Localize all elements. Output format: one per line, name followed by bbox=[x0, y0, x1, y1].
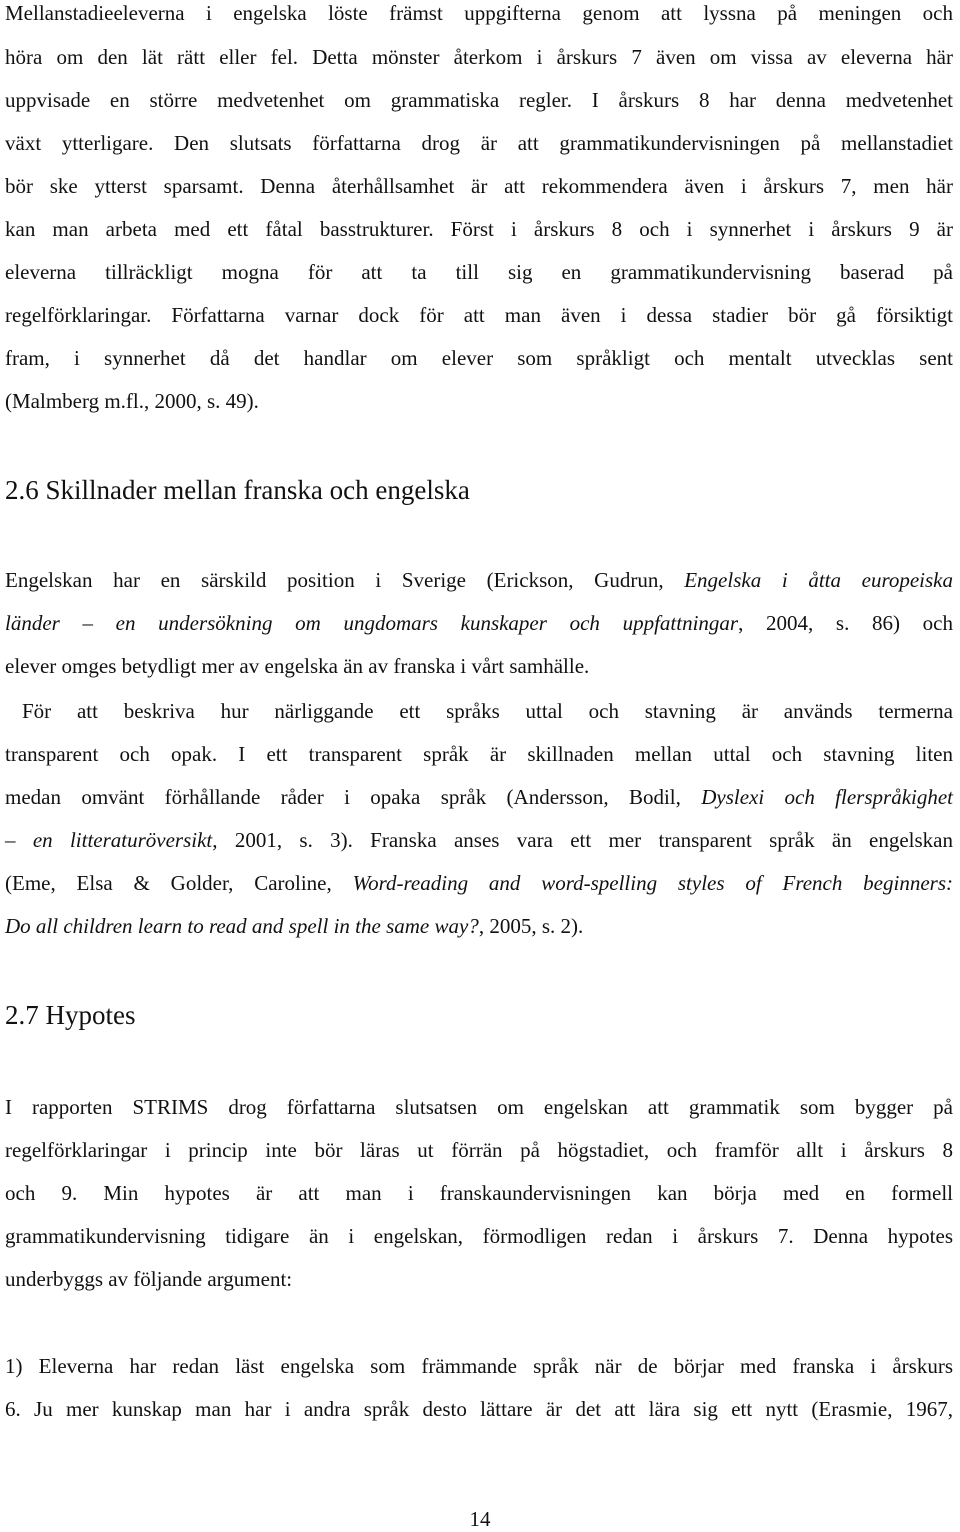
paragraph-line: underbyggs av följande argument: bbox=[5, 1267, 293, 1291]
paragraph-line: kan man arbeta med ett fåtal basstrukturer. Först i årskurs 8 och i synnerhet i årskurs 9 är bbox=[5, 217, 953, 241]
page-number: 14 bbox=[469, 1507, 491, 1531]
section-heading: 2.6 Skillnader mellan franska och engelska bbox=[5, 475, 470, 505]
paragraph-line: fram, i synnerhet då det handlar om elever som språkligt och mentalt utvecklas sent bbox=[5, 346, 953, 370]
paragraph-line: länder – en undersökning om ungdomars kunskaper och uppfattningar, 2004, s. 86) och bbox=[5, 611, 953, 635]
paragraph-line: Engelskan har en särskild position i Sverige (Erickson, Gudrun, Engelska i åtta europeiska bbox=[5, 568, 953, 592]
paragraph-line: och 9. Min hypotes är att man i franskaundervisningen kan börja med en formell bbox=[5, 1181, 953, 1205]
paragraph-line: 1) Eleverna har redan läst engelska som främmande språk när de börjar med franska i årskurs bbox=[5, 1354, 953, 1378]
paragraph-line: 6. Ju mer kunskap man har i andra språk desto lättare är det att lära sig ett nytt (Erasmie, 1967, bbox=[5, 1397, 953, 1421]
paragraph-line: Do all children learn to read and spell in the same way?, 2005, s. 2). bbox=[5, 914, 584, 938]
paragraph-line: regelförklaringar. Författarna varnar dock för att man även i dessa stadier bör gå försiktigt bbox=[5, 303, 953, 327]
paragraph-line: För att beskriva hur närliggande ett språks uttal och stavning är används termerna bbox=[22, 699, 953, 723]
paragraph-line: I rapporten STRIMS drog författarna slutsatsen om engelskan att grammatik som bygger på bbox=[5, 1095, 953, 1119]
paragraph-line: eleverna tillräckligt mogna för att ta till sig en grammatikundervisning baserad på bbox=[5, 260, 953, 284]
paragraph-line: höra om den lät rätt eller fel. Detta mönster återkom i årskurs 7 även om vissa av eleverna här bbox=[5, 45, 953, 69]
paragraph-line: grammatikundervisning tidigare än i engelskan, förmodligen redan i årskurs 7. Denna hypotes bbox=[5, 1224, 953, 1248]
paragraph-line: – en litteraturöversikt, 2001, s. 3). Franska anses vara ett mer transparent språk än engelskan bbox=[5, 828, 953, 852]
paragraph-line: uppvisade en större medvetenhet om grammatiska regler. I årskurs 8 har denna medvetenhet bbox=[5, 88, 953, 112]
paragraph-line: transparent och opak. I ett transparent språk är skillnaden mellan uttal och stavning liten bbox=[5, 742, 953, 766]
paragraph-line: regelförklaringar i princip inte bör läras ut förrän på högstadiet, och framför allt i årskurs 8 bbox=[5, 1138, 953, 1162]
paragraph-line: medan omvänt förhållande råder i opaka språk (Andersson, Bodil, Dyslexi och flerspråkighet bbox=[5, 785, 954, 809]
paragraph-line: (Malmberg m.fl., 2000, s. 49). bbox=[5, 389, 259, 413]
section-heading: 2.7 Hypotes bbox=[5, 1000, 136, 1030]
paragraph-line: växt ytterligare. Den slutsats författarna drog är att grammatikundervisningen på mellanstadiet bbox=[5, 131, 953, 155]
paragraph-line: Mellanstadieeleverna i engelska löste främst uppgifterna genom att lyssna på meningen och bbox=[5, 1, 953, 25]
paragraph-line: (Eme, Elsa & Golder, Caroline, Word-reading and word-spelling styles of French beginners: bbox=[5, 871, 953, 895]
paragraph-line: elever omges betydligt mer av engelska än av franska i vårt samhälle. bbox=[5, 654, 590, 678]
paragraph-line: bör ske ytterst sparsamt. Denna återhållsamhet är att rekommendera även i årskurs 7, men här bbox=[5, 174, 953, 198]
